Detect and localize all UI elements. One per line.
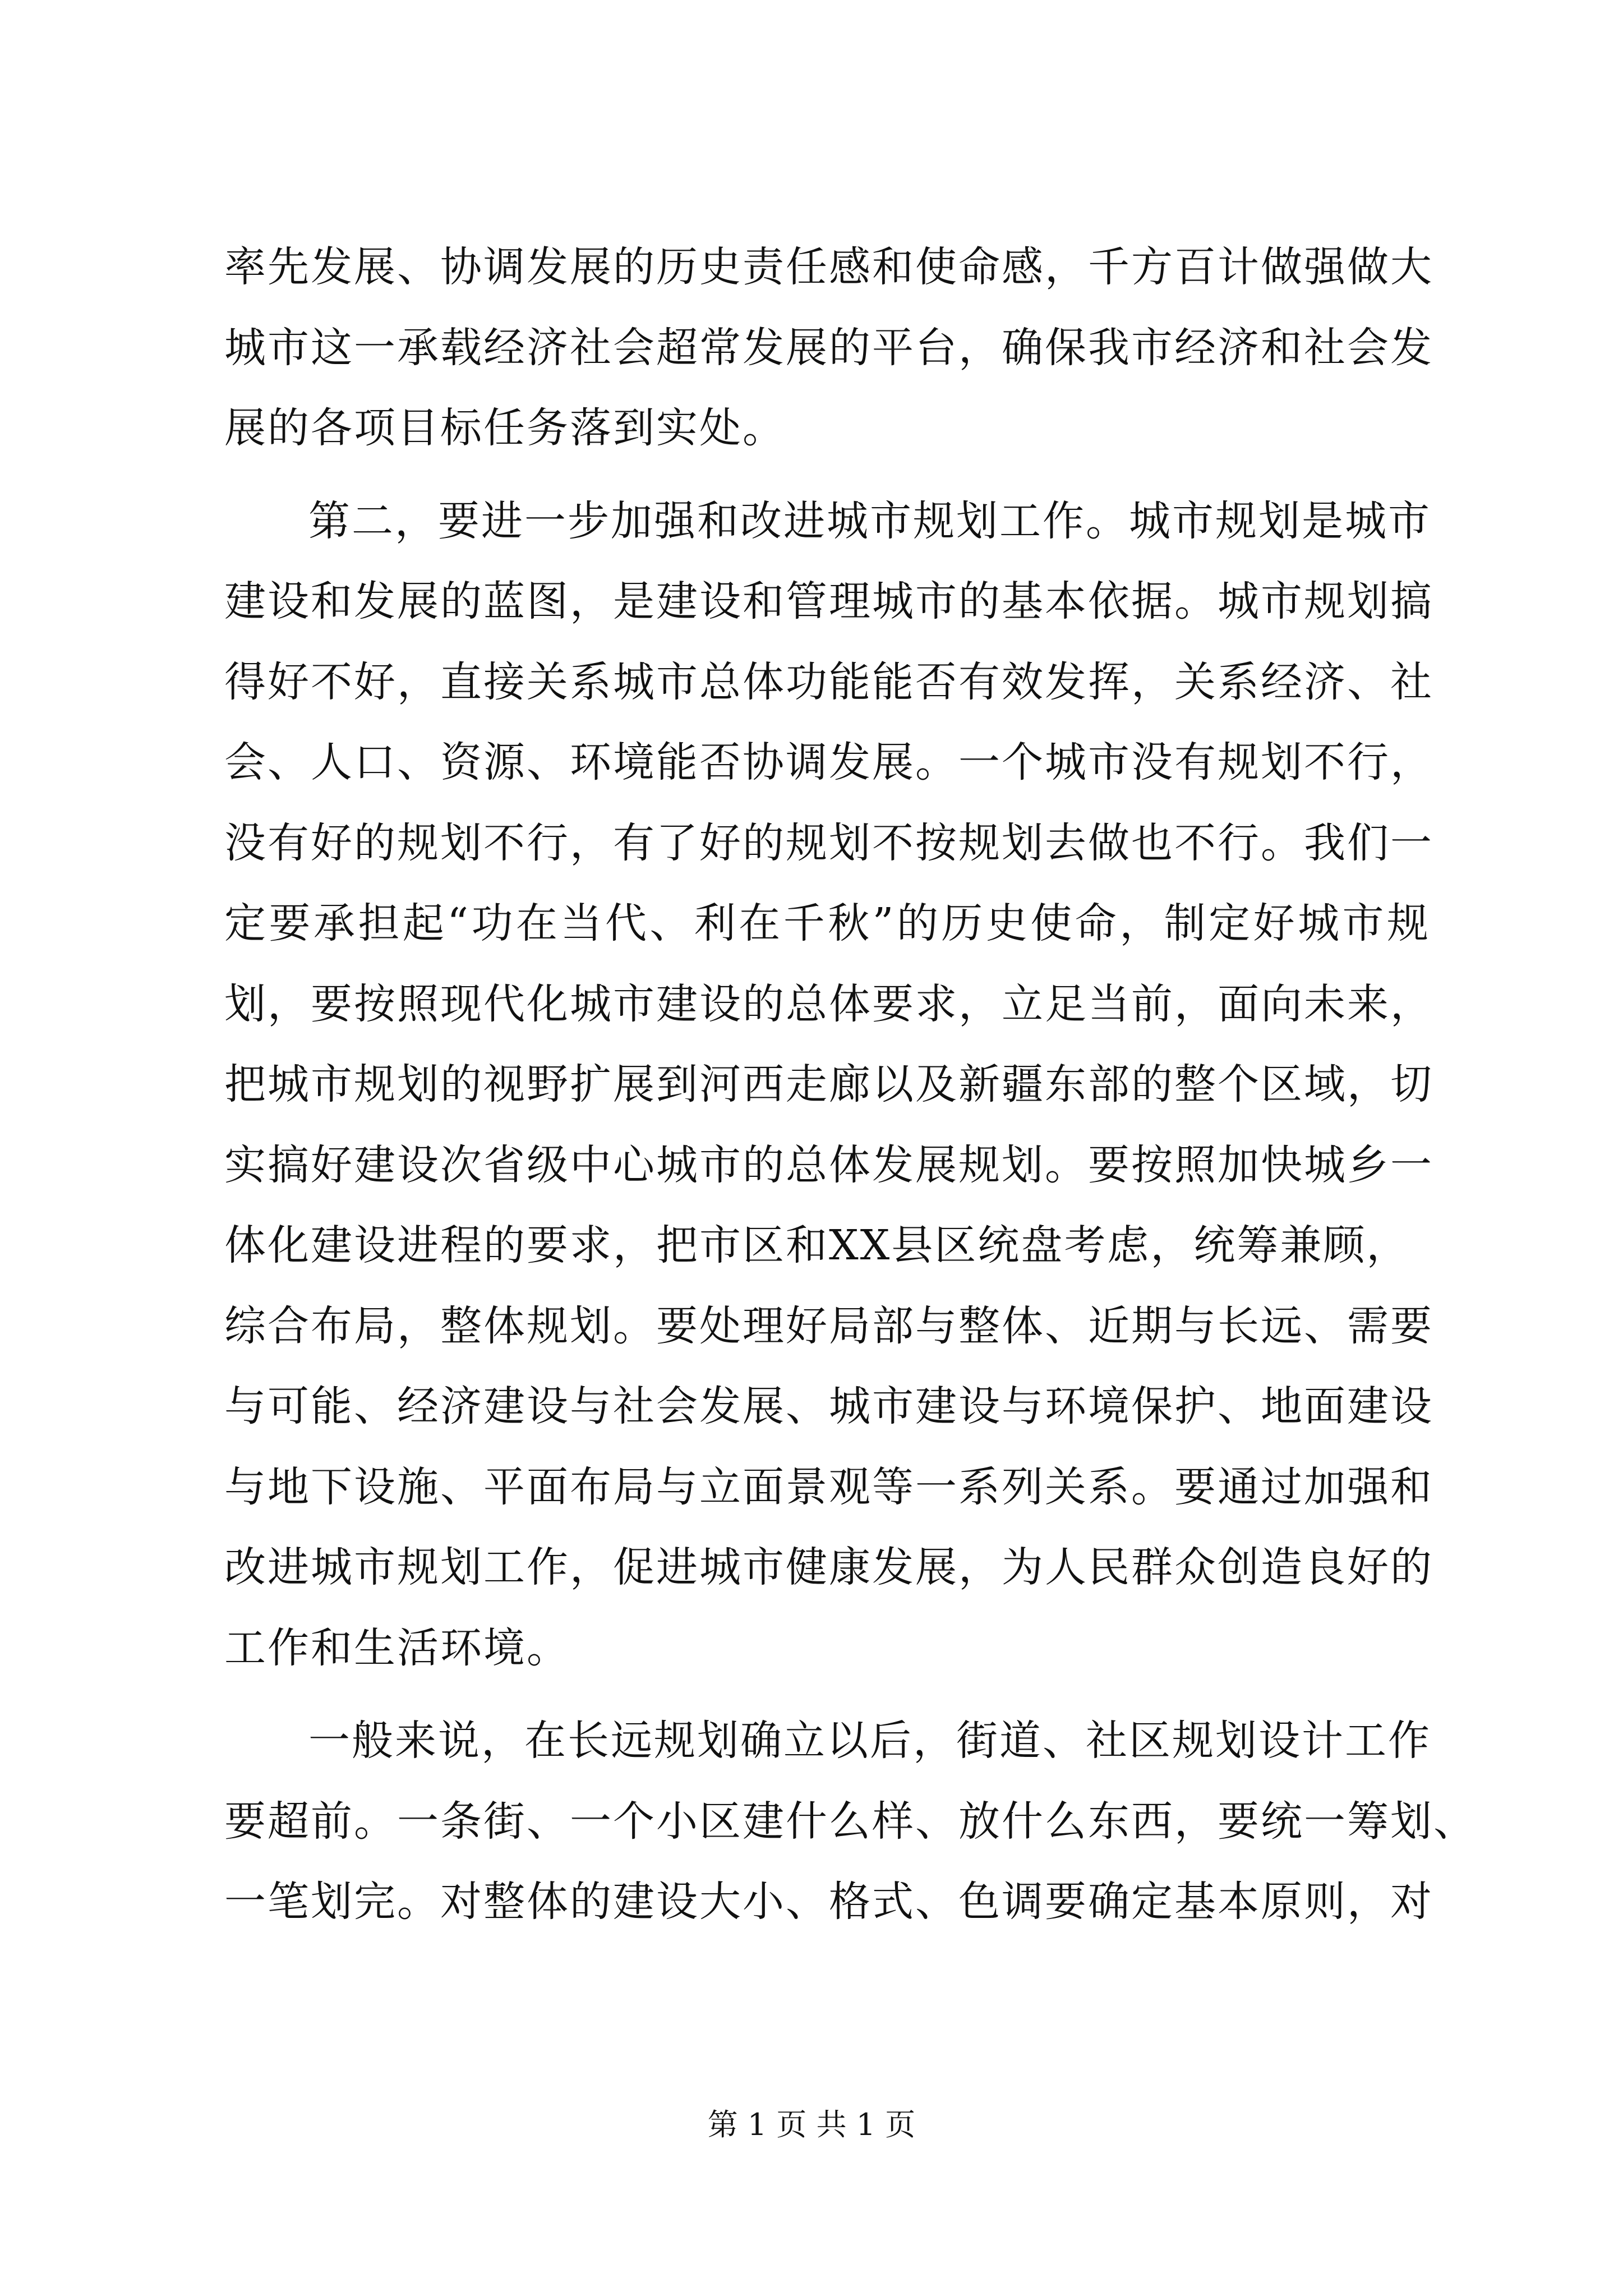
- text-line: 会、人口、资源、环境能否协调发展。一个城市没有规划不行，: [224, 738, 1433, 786]
- paragraph: [224, 1701, 1477, 1943]
- text-line: 率先发展、协调发展的历史责任感和使命感，千方百计做强做大: [224, 243, 1433, 291]
- paragraph: [224, 227, 1433, 469]
- page-number-label: 第 1 页 共 1 页: [707, 2107, 916, 2142]
- text-line: 综合布局，整体规划。要处理好局部与整体、近期与长远、需要: [224, 1301, 1433, 1350]
- text-line: 没有好的规划不行，有了好的规划不按规划去做也不行。我们一: [224, 818, 1433, 867]
- text-line: 建设和发展的蓝图，是建设和管理城市的基本依据。城市规划搞: [224, 577, 1433, 625]
- body-text: [224, 227, 1477, 1943]
- text-line: 展的各项目标任务落到实处。: [224, 404, 786, 452]
- text-line: 工作和生活环境。: [224, 1623, 570, 1672]
- paragraph-spacer: [224, 1688, 1430, 1701]
- text-line: 一笔划完。对整体的建设大小、格式、色调要确定基本原则，对: [224, 1878, 1433, 1926]
- text-line: 与地下设施、平面布局与立面景观等一系列关系。要通过加强和: [224, 1462, 1433, 1511]
- text-line: 划，要按照现代化城市建设的总体要求，立足当前，面向未来，: [224, 979, 1433, 1028]
- text-line: 定要承担起“功在当代、利在千秋”的历史使命，制定好城市规: [224, 899, 1430, 947]
- paragraph-spacer: [224, 469, 1430, 481]
- text-line: 实搞好建设次省级中心城市的总体发展规划。要按照加快城乡一: [224, 1140, 1433, 1189]
- paragraph: [224, 481, 1433, 1689]
- text-line: 与可能、经济建设与社会发展、城市建设与环境保护、地面建设: [224, 1382, 1433, 1430]
- text-line: 得好不好，直接关系城市总体功能能否有效发挥，关系经济、社: [224, 657, 1433, 706]
- text-line: 把城市规划的视野扩展到河西走廊以及新疆东部的整个区域，切: [224, 1060, 1433, 1108]
- text-line: 一般来说，在长远规划确立以后，街道、社区规划设计工作: [308, 1717, 1431, 1765]
- text-line: 城市这一承载经济社会超常发展的平台，确保我市经济和社会发: [224, 323, 1433, 372]
- text-line: 体化建设进程的要求，把市区和XX县区统盘考虑，统筹兼顾，: [224, 1221, 1410, 1269]
- text-line: 要超前。一条街、一个小区建什么样、放什么东西，要统一筹划、: [224, 1797, 1477, 1846]
- text-line: 第二，要进一步加强和改进城市规划工作。城市规划是城市: [308, 496, 1431, 545]
- page-footer: [0, 2108, 1623, 2142]
- text-line: 改进城市规划工作，促进城市健康发展，为人民群众创造良好的: [224, 1543, 1433, 1591]
